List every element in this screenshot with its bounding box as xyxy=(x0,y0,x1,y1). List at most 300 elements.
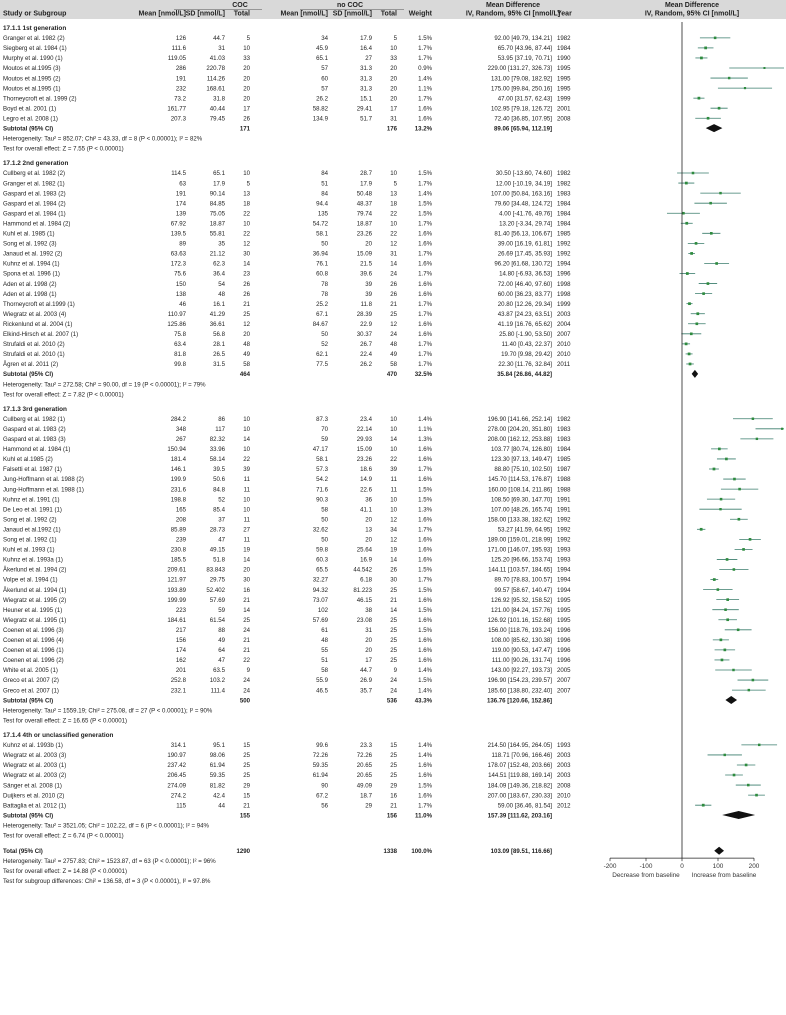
subtotal-label: Subtotal (95% CI) xyxy=(3,125,54,133)
subtotal-coc-total: 464 xyxy=(239,371,250,379)
mean-difference-ci: 108.50 [69.30, 147.70] xyxy=(491,496,552,504)
mean-difference-ci: 144.11 [103.57, 184.65] xyxy=(488,566,552,574)
table-body xyxy=(3,22,784,885)
weight-value: 1.4% xyxy=(418,190,432,198)
coc-sd: 52.402 xyxy=(206,586,225,594)
coc-sd: 81.82 xyxy=(209,782,225,790)
point-estimate-marker xyxy=(726,618,729,621)
coc-sd: 44.7 xyxy=(213,35,225,43)
nococ-sd: 39 xyxy=(365,280,372,288)
subtotal-weight: 43.3% xyxy=(414,697,432,705)
study-name: Murphy et al. 1990 (1) xyxy=(3,55,63,63)
point-estimate-marker xyxy=(745,764,748,767)
nococ-total: 10 xyxy=(390,170,397,178)
study-name: Siegberg et al. 1984 (1) xyxy=(3,45,67,53)
nococ-total: 13 xyxy=(390,190,397,198)
study-year: 1995 xyxy=(557,85,571,93)
coc-total: 19 xyxy=(243,546,250,554)
study-year: 2012 xyxy=(557,802,571,810)
study-year: 1996 xyxy=(557,270,571,278)
coc-sd: 84.8 xyxy=(213,486,225,494)
point-estimate-marker xyxy=(713,578,716,581)
nococ-mean: 50 xyxy=(321,516,328,524)
x-axis-tick-label: 200 xyxy=(748,863,760,871)
coc-sd: 62.3 xyxy=(213,260,225,268)
nococ-mean: 76.1 xyxy=(316,260,328,268)
coc-total: 10 xyxy=(243,415,250,423)
study-year: 2005 xyxy=(557,667,571,675)
point-estimate-marker xyxy=(721,659,724,662)
mean-difference-ci: 196.90 [154.23, 239.57] xyxy=(487,677,552,685)
subtotal-diamond xyxy=(722,811,755,819)
study-name: Kuhnz et al. 1993b (1) xyxy=(3,742,63,750)
study-name: Wiegratz et al. 2003 (1) xyxy=(3,762,67,770)
study-year: 1984 xyxy=(557,45,571,53)
mean-difference-ci: 12.00 [-10.19, 34.19] xyxy=(495,180,552,188)
point-estimate-marker xyxy=(688,353,691,356)
study-year: 2001 xyxy=(557,105,571,113)
study-year: 2007 xyxy=(557,331,571,339)
nococ-sd: 29.41 xyxy=(356,105,372,113)
point-estimate-marker xyxy=(719,192,721,194)
coc-total: 23 xyxy=(243,270,250,278)
nococ-sd: 27 xyxy=(365,55,372,63)
x-axis-tick-label: 0 xyxy=(680,863,684,871)
nococ-sd: 31.3 xyxy=(360,65,372,73)
point-estimate-marker xyxy=(714,37,717,40)
study-year: 2008 xyxy=(557,115,571,123)
mean-difference-ci: 158.00 [133.38, 182.62] xyxy=(487,516,552,524)
coc-sd: 75.05 xyxy=(209,210,225,218)
coc-mean: 314.1 xyxy=(170,742,186,750)
total-weight: 100.0% xyxy=(411,848,432,856)
nococ-sd: 20 xyxy=(365,536,372,544)
coc-mean: 231.6 xyxy=(170,486,186,494)
nococ-mean: 54.2 xyxy=(316,476,328,484)
weight-value: 1.6% xyxy=(418,637,432,645)
coc-total: 5 xyxy=(246,35,250,43)
study-name: Coenen et al. 1996 (2) xyxy=(3,657,64,665)
study-name: Granger et al. 1982 (1) xyxy=(3,180,65,188)
nococ-sd: 23.26 xyxy=(356,456,372,464)
coc-sd: 220.78 xyxy=(206,65,225,73)
study-year: 1996 xyxy=(557,637,571,645)
study-year: 1992 xyxy=(557,516,571,524)
nococ-total: 10 xyxy=(390,45,397,53)
point-estimate-marker xyxy=(724,754,726,756)
study-year: 1996 xyxy=(557,657,571,665)
nococ-mean: 50 xyxy=(321,240,328,248)
study-name: Åkerlund et al. 1994 (1) xyxy=(3,586,67,594)
study-name: Spona et al. 1996 (1) xyxy=(3,270,60,278)
coc-sd: 86 xyxy=(218,415,225,423)
weight-value: 1.7% xyxy=(418,351,432,359)
study-name: Kuhl et al. 1985 (1) xyxy=(3,230,55,238)
coc-sd: 49 xyxy=(218,637,225,645)
study-name: Song et al. 1992 (3) xyxy=(3,240,57,248)
coc-mean: 63 xyxy=(179,180,186,188)
weight-value: 1.7% xyxy=(418,361,432,369)
coc-sd: 31.8 xyxy=(213,95,225,103)
point-estimate-marker xyxy=(781,428,783,430)
point-estimate-marker xyxy=(682,212,685,215)
mean-difference-ci: 175.00 [99.84, 250.16] xyxy=(491,85,552,93)
header-sd-nococ: SD [nmol/L] xyxy=(332,10,372,18)
coc-total: 25 xyxy=(243,762,250,770)
study-year: 1994 xyxy=(557,586,571,594)
coc-mean: 138 xyxy=(175,290,186,298)
coc-total: 29 xyxy=(243,782,250,790)
nococ-total: 26 xyxy=(390,290,397,298)
nococ-mean: 36.94 xyxy=(312,250,328,258)
coc-mean: 156 xyxy=(175,637,186,645)
point-estimate-marker xyxy=(696,322,699,325)
coc-mean: 46 xyxy=(179,300,186,308)
weight-value: 1.6% xyxy=(418,556,432,564)
coc-total: 10 xyxy=(243,496,250,504)
coc-total: 24 xyxy=(243,677,250,685)
study-name: Hammond et al. 1984 (2) xyxy=(3,220,71,228)
point-estimate-marker xyxy=(733,568,736,571)
point-estimate-marker xyxy=(758,744,760,746)
coc-sd: 35 xyxy=(218,240,225,248)
overall-effect-text: Test for overall effect: Z = 7.55 (P < 0.00001) xyxy=(3,145,124,153)
study-name: Aden et al. 1998 (1) xyxy=(3,290,57,298)
coc-total: 14 xyxy=(243,260,250,268)
coc-mean: 139.5 xyxy=(170,230,186,238)
nococ-sd: 50.48 xyxy=(356,190,372,198)
subtotal-ci: 35.84 [26.86, 44.82] xyxy=(497,371,552,379)
coc-total: 21 xyxy=(243,647,250,655)
study-name: Wiegratz et al. 1995 (1) xyxy=(3,616,67,624)
mean-difference-ci: 96.20 [61.68, 130.72] xyxy=(494,260,552,268)
coc-sd: 26.5 xyxy=(213,351,225,359)
study-year: 1984 xyxy=(557,446,571,454)
subtotal-label: Subtotal (95% CI) xyxy=(3,697,54,705)
nococ-total: 22 xyxy=(390,210,397,218)
coc-total: 16 xyxy=(243,586,250,594)
nococ-total: 12 xyxy=(390,320,397,328)
heterogeneity-text: Heterogeneity: Tau² = 852.07; Chi² = 43.33, df = 8 (P < 0.00001); I² = 82% xyxy=(3,135,203,143)
coc-mean: 185.5 xyxy=(170,556,186,564)
nococ-sd: 20 xyxy=(365,647,372,655)
coc-mean: 181.4 xyxy=(170,456,186,464)
x-axis-tick-label: -100 xyxy=(639,863,653,871)
nococ-sd: 46.15 xyxy=(356,596,372,604)
coc-total: 14 xyxy=(243,436,250,444)
coc-mean: 348 xyxy=(175,425,186,433)
nococ-total: 24 xyxy=(390,331,397,339)
nococ-sd: 17 xyxy=(365,657,372,665)
weight-value: 1.5% xyxy=(418,586,432,594)
coc-sd: 36.4 xyxy=(213,270,225,278)
nococ-total: 17 xyxy=(390,105,397,113)
weight-value: 1.6% xyxy=(418,596,432,604)
study-year: 2007 xyxy=(557,677,571,685)
study-name: Janaud et al.1992 (1) xyxy=(3,526,61,534)
coc-total: 24 xyxy=(243,626,250,634)
study-year: 2010 xyxy=(557,341,571,349)
coc-mean: 165 xyxy=(175,506,186,514)
weight-value: 1.7% xyxy=(418,576,432,584)
coc-sd: 88 xyxy=(218,626,225,634)
study-name: Åkerlund et al. 1994 (2) xyxy=(3,566,67,574)
x-axis-tick-label: -200 xyxy=(603,863,617,871)
study-name: Gaspard et al. 1983 (2) xyxy=(3,190,66,198)
study-name: Wiegratz et al. 2003 (3) xyxy=(3,752,67,760)
study-name: Hammond et al. 1984 (1) xyxy=(3,446,71,454)
nococ-total: 18 xyxy=(390,200,397,208)
nococ-mean: 50 xyxy=(321,331,328,339)
overall-effect-text: Test for overall effect: Z = 7.82 (P < 0.00001) xyxy=(3,391,124,399)
total-heterogeneity-text: Heterogeneity: Tau² = 2757.83; Chi² = 1523.87, df = 63 (P < 0.00001); I² = 96% xyxy=(3,858,216,866)
coc-total: 21 xyxy=(243,802,250,810)
study-name: Strufaldi et al. 2010 (1) xyxy=(3,351,65,359)
coc-total: 21 xyxy=(243,637,250,645)
point-estimate-marker xyxy=(724,649,727,652)
nococ-mean: 54.72 xyxy=(312,220,328,228)
nococ-mean: 58.82 xyxy=(312,105,328,113)
coc-total: 26 xyxy=(243,290,250,298)
weight-value: 1.6% xyxy=(418,105,432,113)
point-estimate-marker xyxy=(685,222,688,225)
study-name: Song et al. 1992 (1) xyxy=(3,536,57,544)
nococ-mean: 60.8 xyxy=(316,270,328,278)
point-estimate-marker xyxy=(742,548,745,551)
point-estimate-marker xyxy=(744,87,746,89)
weight-value: 1.6% xyxy=(418,657,432,665)
coc-sd: 33.96 xyxy=(209,446,225,454)
coc-mean: 239 xyxy=(175,536,186,544)
coc-total: 58 xyxy=(243,361,250,369)
nococ-mean: 52 xyxy=(321,341,328,349)
nococ-sd: 23.3 xyxy=(360,742,372,750)
nococ-mean: 90 xyxy=(321,782,328,790)
point-estimate-marker xyxy=(738,488,741,491)
total-nococ-n: 1338 xyxy=(383,848,397,856)
study-year: 1988 xyxy=(557,486,571,494)
coc-total: 10 xyxy=(243,425,250,433)
nococ-mean: 94.4 xyxy=(316,200,328,208)
weight-value: 1.5% xyxy=(418,210,432,218)
coc-mean: 206.45 xyxy=(167,772,186,780)
coc-total: 12 xyxy=(243,320,250,328)
study-name: White et al. 2005 (1) xyxy=(3,667,58,675)
point-estimate-marker xyxy=(733,478,736,481)
nococ-mean: 57 xyxy=(321,85,328,93)
study-year: 1983 xyxy=(557,190,571,198)
header-year: Year xyxy=(557,10,572,18)
mean-difference-ci: 19.70 [9.98, 29.42] xyxy=(501,351,552,359)
point-estimate-marker xyxy=(715,262,718,265)
nococ-total: 15 xyxy=(390,742,397,750)
mean-difference-ci: 123.30 [97.13, 149.47] xyxy=(491,456,552,464)
nococ-total: 24 xyxy=(390,687,397,695)
study-name: Cullberg et al. 1982 (1) xyxy=(3,415,65,423)
total-overall-effect-text: Test for overall effect: Z = 14.88 (P < 0.00001) xyxy=(3,868,128,876)
study-year: 1984 xyxy=(557,200,571,208)
nococ-sd: 16.9 xyxy=(360,556,372,564)
study-year: 2003 xyxy=(557,772,571,780)
nococ-sd: 25.64 xyxy=(356,546,372,554)
coc-mean: 121.97 xyxy=(167,576,186,584)
nococ-total: 22 xyxy=(390,230,397,238)
weight-value: 1.6% xyxy=(418,772,432,780)
study-year: 1998 xyxy=(557,280,571,288)
nococ-total: 25 xyxy=(390,637,397,645)
nococ-total: 29 xyxy=(390,782,397,790)
coc-total: 33 xyxy=(243,55,250,63)
x-axis-tick-label: 100 xyxy=(712,863,724,871)
coc-total: 20 xyxy=(243,95,250,103)
subtotal-ci: 157.39 [111.62, 203.16] xyxy=(487,812,552,820)
coc-mean: 99.8 xyxy=(174,361,186,369)
nococ-sd: 51.7 xyxy=(360,115,372,123)
nococ-mean: 135 xyxy=(317,210,328,218)
study-name: Wiegratz et al. 1995 (2) xyxy=(3,596,67,604)
coc-mean: 274.2 xyxy=(170,792,186,800)
subtotal-weight: 13.2% xyxy=(414,125,432,133)
weight-value: 1.5% xyxy=(418,677,432,685)
nococ-mean: 32.62 xyxy=(312,526,328,534)
coc-sd: 98.06 xyxy=(209,752,225,760)
mean-difference-ci: 207.00 [183.67, 230.33] xyxy=(487,792,552,800)
coc-sd: 18.87 xyxy=(209,220,225,228)
coc-sd: 168.61 xyxy=(206,85,225,93)
weight-value: 1.6% xyxy=(418,546,432,554)
mean-difference-ci: 53.27 [41.59, 64.95] xyxy=(497,526,552,534)
nococ-total: 21 xyxy=(390,596,397,604)
mean-difference-ci: 156.00 [118.76, 193.24] xyxy=(488,626,552,634)
coc-mean: 73.2 xyxy=(174,95,186,103)
nococ-mean: 45.9 xyxy=(316,45,328,53)
study-year: 1993 xyxy=(557,556,571,564)
weight-value: 1.7% xyxy=(418,250,432,258)
header-mean-nococ: Mean [nmol/L] xyxy=(280,10,328,18)
study-year: 2007 xyxy=(557,687,571,695)
weight-value: 1.5% xyxy=(418,200,432,208)
point-estimate-marker xyxy=(707,117,710,120)
nococ-total: 11 xyxy=(390,476,397,484)
nococ-total: 12 xyxy=(390,240,397,248)
weight-value: 1.1% xyxy=(418,425,432,433)
nococ-total: 26 xyxy=(390,280,397,288)
mean-difference-ci: 81.40 [56.13, 106.67] xyxy=(494,230,552,238)
nococ-mean: 78 xyxy=(321,280,328,288)
point-estimate-marker xyxy=(700,57,703,60)
weight-value: 1.5% xyxy=(418,35,432,43)
coc-sd: 36.61 xyxy=(209,320,225,328)
coc-sd: 17.9 xyxy=(213,180,225,188)
coc-mean: 190.97 xyxy=(167,752,186,760)
coc-mean: 75.8 xyxy=(174,331,186,339)
mean-difference-ci: 88.80 [75.10, 102.50] xyxy=(494,466,552,474)
weight-value: 1.6% xyxy=(418,536,432,544)
point-estimate-marker xyxy=(752,418,754,420)
nococ-sd: 30.37 xyxy=(356,331,372,339)
weight-value: 1.6% xyxy=(418,280,432,288)
nococ-total: 5 xyxy=(393,35,397,43)
nococ-sd: 44.542 xyxy=(353,566,372,574)
nococ-total: 11 xyxy=(390,486,397,494)
point-estimate-marker xyxy=(695,242,698,245)
nococ-mean: 51 xyxy=(321,180,328,188)
study-year: 1995 xyxy=(557,596,571,604)
subgroup-title: 17.1.1 1st generation xyxy=(3,25,67,32)
point-estimate-marker xyxy=(709,202,712,205)
mean-difference-ci: 11.40 [0.43, 22.37] xyxy=(501,341,552,349)
point-estimate-marker xyxy=(702,292,705,295)
point-estimate-marker xyxy=(704,47,707,50)
weight-value: 1.7% xyxy=(418,55,432,63)
nococ-sd: 44.7 xyxy=(360,667,372,675)
coc-sd: 64 xyxy=(218,647,225,655)
coc-total: 27 xyxy=(243,526,250,534)
nococ-total: 31 xyxy=(390,250,397,258)
coc-total: 20 xyxy=(243,65,250,73)
coc-mean: 284.2 xyxy=(170,415,186,423)
mean-difference-ci: 26.69 [17.45, 35.93] xyxy=(497,250,552,258)
study-year: 1987 xyxy=(557,466,571,474)
weight-value: 1.5% xyxy=(418,782,432,790)
study-year: 2003 xyxy=(557,310,571,318)
point-estimate-marker xyxy=(690,252,693,255)
nococ-sd: 35.7 xyxy=(360,687,372,695)
weight-value: 0.9% xyxy=(418,65,432,73)
study-year: 2004 xyxy=(557,320,571,328)
header-md-sub: IV, Random, 95% CI [nmol/L] xyxy=(465,10,561,18)
study-name: Kuhl et al.1985 (2) xyxy=(3,456,53,464)
study-year: 2008 xyxy=(557,782,571,790)
coc-mean: 201 xyxy=(175,667,186,675)
nococ-mean: 65.1 xyxy=(316,55,328,63)
subgroup-title: 17.1.4 4th or unclassified generation xyxy=(3,732,114,740)
coc-total: 20 xyxy=(243,85,250,93)
coc-total: 48 xyxy=(243,341,250,349)
weight-value: 1.7% xyxy=(418,526,432,534)
coc-total: 11 xyxy=(243,486,250,494)
overall-effect-text: Test for overall effect: Z = 6.74 (P < 0.00001) xyxy=(3,832,124,840)
study-name: Coenen et al. 1996 (1) xyxy=(3,647,64,655)
coc-sd: 31.5 xyxy=(213,361,225,369)
nococ-sd: 26.9 xyxy=(360,677,372,685)
nococ-mean: 55.9 xyxy=(316,677,328,685)
coc-total: 11 xyxy=(243,536,250,544)
coc-total: 13 xyxy=(243,190,250,198)
mean-difference-ci: 89.70 [78.83, 100.57] xyxy=(494,576,552,584)
study-name: Kuhnz et al. 1993a (1) xyxy=(3,556,63,564)
study-name: Sänger et al. 2008 (1) xyxy=(3,782,62,790)
coc-total: 22 xyxy=(243,230,250,238)
nococ-total: 25 xyxy=(390,647,397,655)
point-estimate-marker xyxy=(696,312,699,315)
nococ-sd: 20.65 xyxy=(356,772,372,780)
coc-sd: 65.1 xyxy=(213,170,225,178)
coc-mean: 119.05 xyxy=(167,55,186,63)
weight-value: 1.6% xyxy=(418,331,432,339)
coc-mean: 199.9 xyxy=(170,476,186,484)
point-estimate-marker xyxy=(685,343,688,346)
coc-total: 11 xyxy=(243,516,250,524)
nococ-total: 24 xyxy=(390,677,397,685)
weight-value: 1.4% xyxy=(418,75,432,83)
nococ-sd: 13 xyxy=(365,526,372,534)
study-name: De Leo et al. 1991 (1) xyxy=(3,506,62,514)
nococ-sd: 29 xyxy=(365,802,372,810)
study-year: 1985 xyxy=(557,456,571,464)
nococ-total: 49 xyxy=(390,351,397,359)
study-year: 1982 xyxy=(557,170,571,178)
